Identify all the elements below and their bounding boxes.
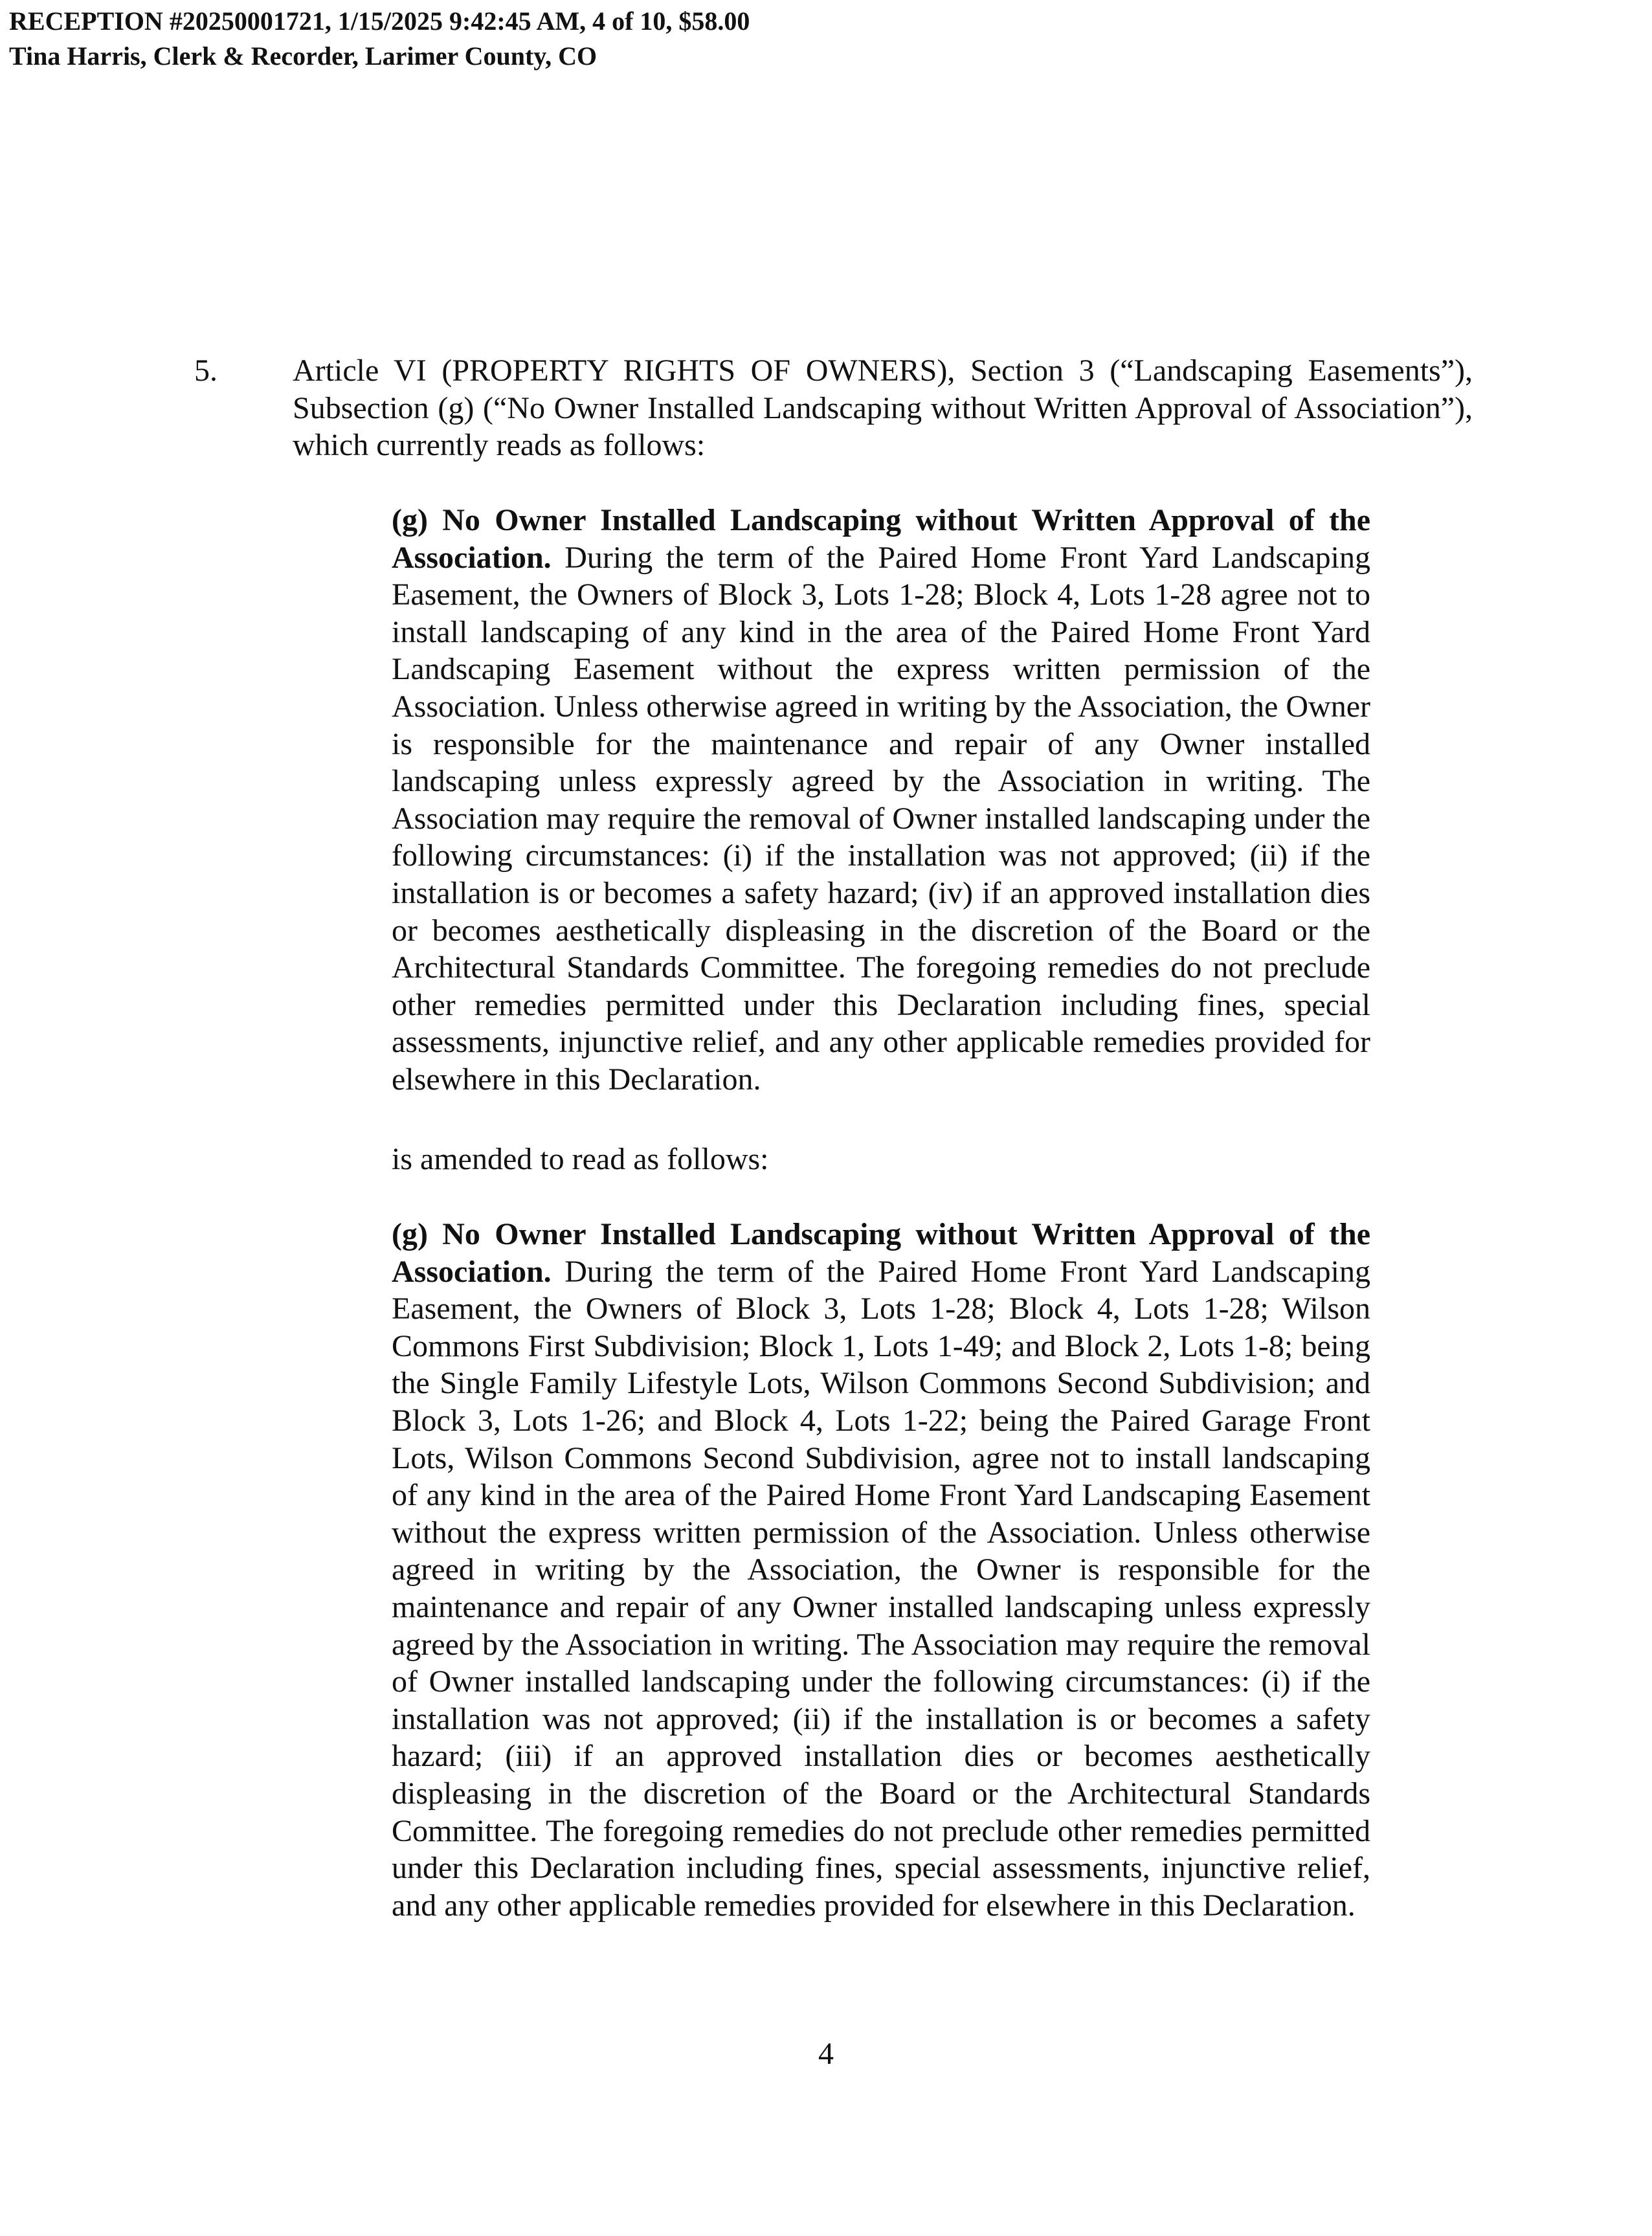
original-provision-body: During the term of the Paired Home Front Yard Landscaping Easement, the Owners of Block 3, Lots 1-28; Block 4, Lots 1-28 agree not to install landscaping of any kind in the area of the Paired Home Front Yard Landscaping Easement without the express written permission of the Association. Unless otherwise agreed in writing by the Association, the Owner is responsible for the maintenance and repair of any Owner installed landscaping unless expressly agreed by the Association in writing. The Association may require the removal of Owner installed landscaping under the following circumstances: (i) if the installation was not approved; (ii) if the installation is or becomes a safety hazard; (iv) if an approved installation dies or becomes aesthetically displeasing in the discretion of the Board or the Architectural Standards Committee. The foregoing remedies do not preclude other remedies permitted under this Declaration including fines, special assessments, injunctive relief, and any other applicable remedies provided for elsewhere in this Declaration. — [392, 540, 1370, 1097]
item-number: 5. — [194, 353, 218, 388]
original-provision-heading: (g) No Owner Installed Landscaping without Written Approval of the Association. — [392, 503, 1370, 575]
amendment-item — [194, 352, 1473, 464]
recording-stamp — [9, 4, 750, 74]
item-description: Article VI (PROPERTY RIGHTS OF OWNERS), Section 3 (“Landscaping Easements”), Subsection (g) (“No Owner Installed Landscaping without Written Approval of Association”), which currently reads as follows: — [293, 353, 1473, 463]
amended-provision-body: During the term of the Paired Home Front Yard Landscaping Easement, the Owners of Block 3, Lots 1-28; Block 4, Lots 1-28; Wilson Commons First Subdivision; Block 1, Lots 1-49; and Block 2, Lots 1-8; being the Single Family Lifestyle Lots, Wilson Commons Second Subdivision; and Block 3, Lots 1-26; and Block 4, Lots 1-22; being the Paired Garage Front Lots, Wilson Commons Second Subdivision, agree not to install landscaping of any kind in the area of the Paired Home Front Yard Landscaping Easement without the express written permission of the Association. Unless otherwise agreed in writing by the Association, the Owner is responsible for the maintenance and repair of any Owner installed landscaping unless expressly agreed by the Association in writing. The Association may require the removal of Owner installed landscaping under the following circumstances: (i) if the installation was not approved; (ii) if the installation is or becomes a safety hazard; (iii) if an approved installation dies or becomes aesthetically displeasing in the discretion of the Board or the Architectural Standards Committee. The foregoing remedies do not preclude other remedies permitted under this Declaration including fines, special assessments, injunctive relief, and any other applicable remedies provided for elsewhere in this Declaration. — [392, 1254, 1370, 1923]
reception-line: RECEPTION #20250001721, 1/15/2025 9:42:45 AM, 4 of 10, $58.00 — [9, 6, 750, 36]
amended-provision-heading: (g) No Owner Installed Landscaping without Written Approval of the Association. — [392, 1217, 1370, 1289]
original-provision — [392, 502, 1370, 1099]
page-number: 4 — [818, 2037, 834, 2071]
recorder-line: Tina Harris, Clerk & Recorder, Larimer County, CO — [9, 41, 597, 71]
amendment-bridge-text: is amended to read as follows: — [392, 1142, 769, 1176]
amended-provision — [392, 1216, 1370, 1924]
